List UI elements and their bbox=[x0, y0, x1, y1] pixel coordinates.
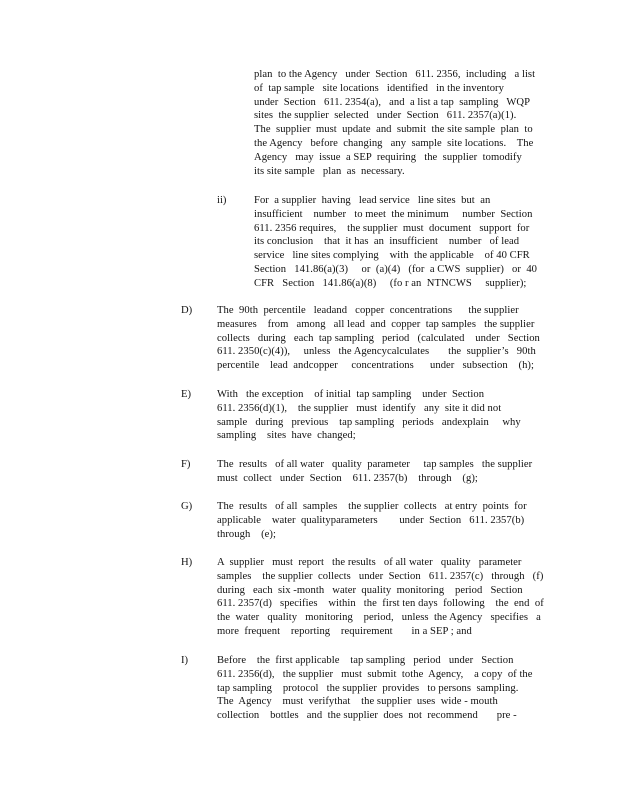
item-label-i: I) bbox=[181, 655, 189, 666]
item-label-f: F) bbox=[181, 459, 191, 470]
item-label-g: G) bbox=[181, 501, 193, 512]
text-line: more frequent reporting requirement in a SEP ; and bbox=[217, 626, 472, 637]
text-line: Agency may issue a SEP requiring the supplier tomodify bbox=[254, 151, 522, 163]
text-line: The Agency must verifythat the supplier uses wide - mouth bbox=[217, 696, 498, 708]
item-label-e: E) bbox=[181, 389, 191, 400]
text-line: sites the supplier selected under Section 611. 2357(a)(1). bbox=[254, 110, 517, 122]
text-line: the water quality monitoring period, unless the Agency specifies a bbox=[217, 612, 541, 624]
text-line: The supplier must update and submit the site sample plan to bbox=[254, 124, 533, 136]
text-line: Section 141.86(a)(3) or (a)(4) (for a CWS supplier) or 40 bbox=[254, 264, 538, 275]
text-line: of tap sample site locations identified in the inventory bbox=[254, 82, 504, 94]
text-line: A supplier must report the results of all water quality parameter bbox=[217, 557, 522, 568]
text-line: Before the first applicable tap sampling period under Section bbox=[217, 655, 514, 666]
text-line: insufficient number to meet the minimum number Section bbox=[254, 208, 533, 220]
text-line: measures from among all lead and copper tap samples the supplier bbox=[217, 318, 535, 330]
text-line: The 90th percentile leadand copper concentrations the supplier bbox=[217, 305, 519, 316]
text-line: tap sampling protocol the supplier provides to persons sampling. bbox=[217, 682, 519, 694]
text-line: its conclusion that it has an insufficient number of lead bbox=[254, 236, 520, 248]
text-line: collection bottles and the supplier does not recommend pre - bbox=[217, 710, 517, 722]
text-line: 611. 2350(c)(4)), unless the Agencycalculates the supplier’s 90th bbox=[217, 346, 536, 358]
text-line: collects during each tap sampling period (calculated under Section bbox=[217, 332, 540, 344]
text-line: plan to the Agency under Section 611. 2356, including a list bbox=[254, 69, 536, 80]
text-line: sampling sites have changed; bbox=[217, 430, 356, 442]
text-line: percentile lead andcopper concentrations under subsection (h); bbox=[217, 360, 534, 372]
text-line: For a supplier having lead service line sites but an bbox=[254, 195, 491, 206]
text-line: 611. 2356 requires, the supplier must document support for bbox=[254, 222, 530, 234]
text-line: under Section 611. 2354(a), and a list a tap sampling WQP bbox=[254, 96, 531, 108]
text-line: CFR Section 141.86(a)(8) (fo r an NTNCWS supplier); bbox=[254, 277, 527, 289]
text-line: its site sample plan as necessary. bbox=[254, 165, 405, 177]
text-line: samples the supplier collects under Section 611. 2357(c) through (f) bbox=[217, 570, 544, 582]
text-line: applicable water qualityparameters under Section 611. 2357(b) bbox=[217, 514, 525, 526]
text-line: 611. 2356(d), the supplier must submit tothe Agency, a copy of the bbox=[217, 668, 533, 680]
text-line: through (e); bbox=[217, 528, 276, 540]
text-line: sample during previous tap sampling periods andexplain why bbox=[217, 416, 521, 428]
text-line: The results of all samples the supplier collects at entry points for bbox=[217, 501, 527, 512]
text-line: With the exception of initial tap sampling under Section bbox=[217, 389, 485, 400]
text-line: the Agency before changing any sample site locations. The bbox=[254, 138, 534, 149]
item-label-h: H) bbox=[181, 557, 193, 568]
text-line: The results of all water quality parameter tap samples the supplier bbox=[217, 459, 533, 470]
item-label-ii: ii) bbox=[217, 195, 227, 206]
text-line: during each six -month water quality monitoring period Section bbox=[217, 584, 523, 596]
text-line: service line sites complying with the applicable of 40 CFR bbox=[254, 250, 530, 262]
text-line: must collect under Section 611. 2357(b) through (g); bbox=[217, 472, 478, 484]
text-line: 611. 2357(d) specifies within the first ten days following the end of bbox=[217, 598, 544, 610]
item-label-d: D) bbox=[181, 305, 193, 316]
text-line: 611. 2356(d)(1), the supplier must identify any site it did not bbox=[217, 402, 502, 414]
